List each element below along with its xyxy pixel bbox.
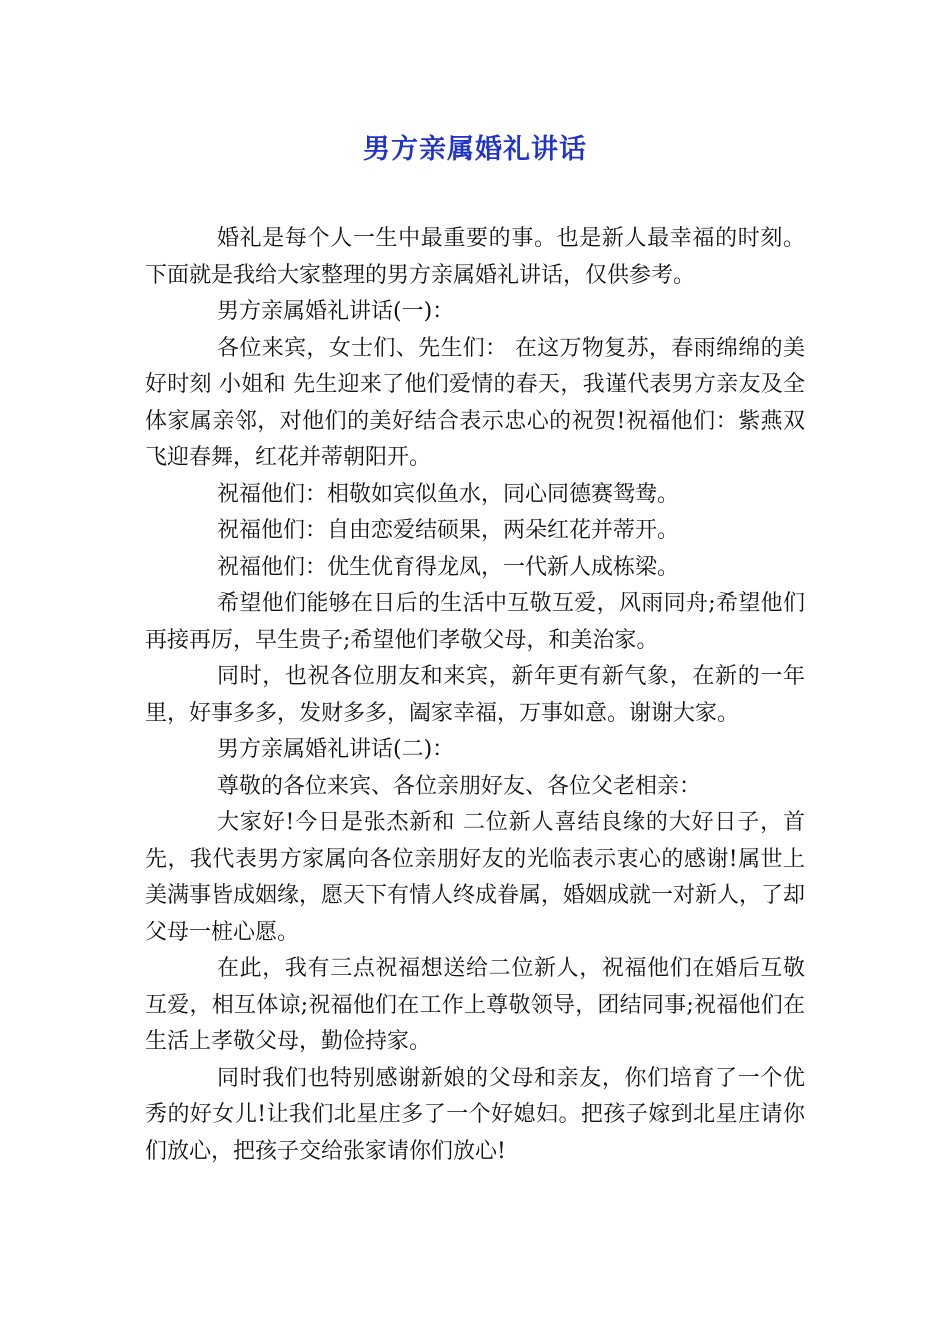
paragraph: 各位来宾，女士们、先生们： 在这万物复苏，春雨绵绵的美好时刻 小姐和 先生迎来了他们爱情的春天，我谨代表男方亲友及全体家属亲邻，对他们的美好结合表示忠心的祝贺!祝福他们：紫燕双飞迎春舞，红花并蒂朝阳开。 [145, 335, 805, 470]
document-body [145, 221, 805, 1170]
paragraph: 同时我们也特别感谢新娘的父母和亲友，你们培育了一个优秀的好女儿!让我们北星庄多了一个好媳妇。把孩子嫁到北星庄请你们放心，把孩子交给张家请你们放心! [145, 1065, 805, 1164]
paragraph-heading-2: 男方亲属婚礼讲话(二)： [217, 737, 455, 762]
paragraph: 尊敬的各位来宾、各位亲朋好友、各位父老相亲： [217, 773, 702, 799]
paragraph: 祝福他们：相敬如宾似鱼水，同心同德赛鸳鸯。 [217, 481, 680, 507]
paragraph: 祝福他们：自由恋爱结硕果，两朵红花并蒂开。 [217, 518, 680, 543]
paragraph: 希望他们能够在日后的生活中互敬互爱，风雨同舟;希望他们再接再厉，早生贵子;希望他们孝敬父母，和美治家。 [145, 591, 805, 653]
paragraph-heading-1: 男方亲属婚礼讲话(一)： [217, 299, 455, 324]
paragraph: 在此，我有三点祝福想送给二位新人，祝福他们在婚后互敬互爱，相互体谅;祝福他们在工作上尊敬领导，团结同事;祝福他们在生活上孝敬父母，勤俭持家。 [145, 956, 805, 1054]
paragraph: 大家好!今日是张杰新和 二位新人喜结良缘的大好日子，首先，我代表男方家属向各位亲朋好友的光临表示衷心的感谢!属世上美满事皆成姻缘，愿天下有情人终成眷属，婚姻成就一对新人，了却父母一桩心愿。 [145, 810, 806, 945]
paragraph-intro: 婚礼是每个人一生中最重要的事。也是新人最幸福的时刻。下面就是我给大家整理的男方亲属婚礼讲话，仅供参考。 [145, 226, 805, 288]
paragraph: 祝福他们：优生优育得龙凤，一代新人成栋梁。 [217, 554, 680, 580]
paragraph: 同时，也祝各位朋友和来宾，新年更有新气象，在新的一年里，好事多多，发财多多，阖家幸福，万事如意。谢谢大家。 [145, 664, 805, 726]
document-title: 男方亲属婚礼讲话 [363, 134, 587, 165]
